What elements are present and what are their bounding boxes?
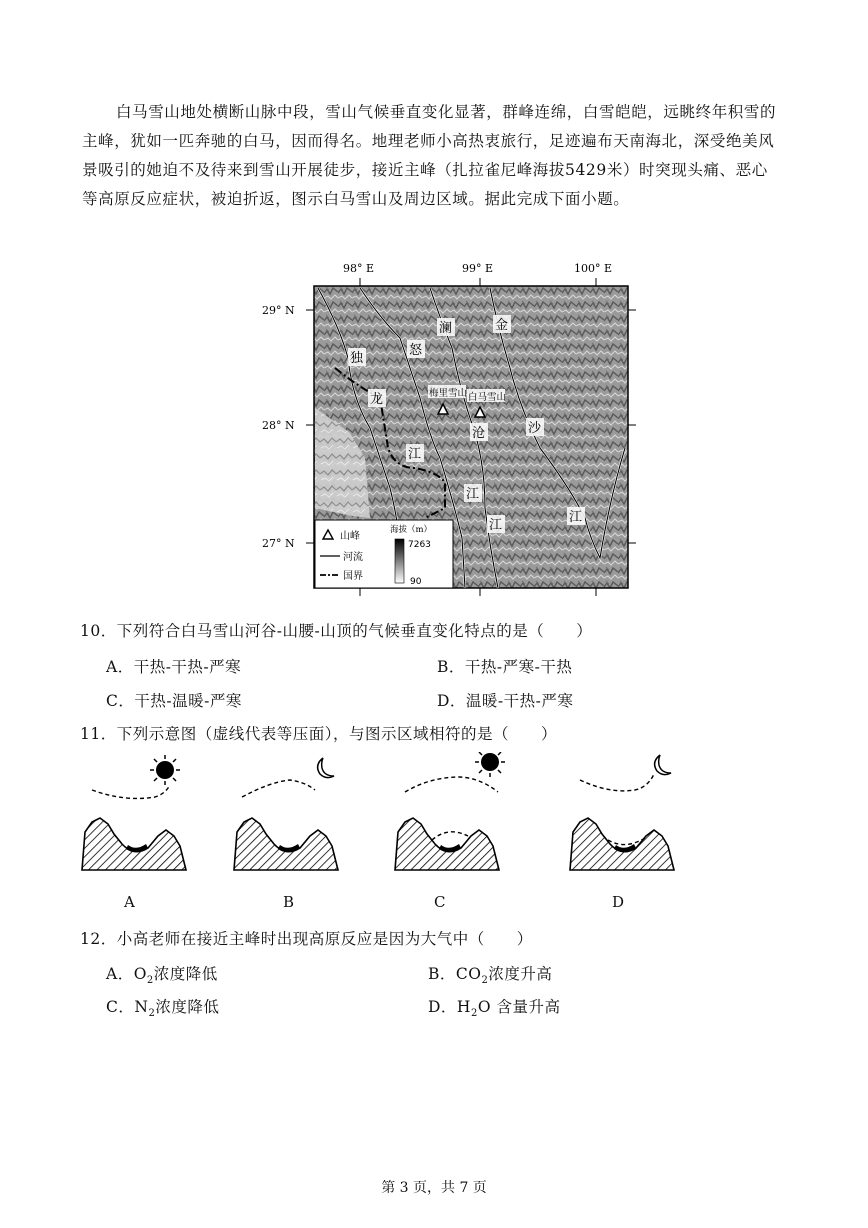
lon-label-98: 98° E xyxy=(343,262,375,275)
legend-river-label: 河流 xyxy=(343,552,363,563)
question-11-stem: 11．下列示意图（虚线代表等压面），与图示区域相符的是（ ） xyxy=(80,725,557,743)
label-jin: 金 xyxy=(495,318,509,333)
q12-c-sub: 2 xyxy=(148,1008,156,1020)
q12-option-b[interactable] xyxy=(428,962,552,986)
legend-elev-bar xyxy=(395,539,404,583)
moon-icon xyxy=(655,755,671,775)
q12-b-text-2: 浓度升高 xyxy=(488,965,553,983)
peak-label-baima: 白马雪山 xyxy=(468,392,507,403)
q12-d-text-2: O 含量升高 xyxy=(477,998,561,1016)
label-jiang-2: 江 xyxy=(466,487,480,502)
terrain-map xyxy=(240,258,640,603)
map-figure xyxy=(240,258,640,603)
legend-elev-max: 7263 xyxy=(408,540,431,550)
intro-paragraph: 白马雪山地处横断山脉中段，雪山气候垂直变化显著，群峰连绵，白雪皑皑，远眺终年积雪的主峰，犹如一匹奔驰的白马，因而得名。地理老师小高热衷旅行，足迹遍布天南海北，深受绝美风景吸引的她迫不及待来到雪山开展徒步，接近主峰（扎拉雀尼峰海拔5429米）时突现头痛、恶心等高原反应症状，被迫折返，图示白马雪山及周边区域。据此完成下面小题。 xyxy=(82,103,777,208)
q12-a-text-2: 浓度降低 xyxy=(153,965,218,983)
sun-icon xyxy=(150,755,180,785)
map-legend xyxy=(315,520,453,588)
q12-c-text-2: 浓度降低 xyxy=(155,998,220,1016)
lon-label-100: 100° E xyxy=(574,262,613,275)
q12-a-text: A．O xyxy=(106,965,147,983)
q12-option-c[interactable] xyxy=(106,995,219,1019)
legend-peak-label: 山峰 xyxy=(340,531,360,542)
q11-diagrams xyxy=(70,752,710,882)
q10-option-b[interactable]: B．干热-严寒-干热 xyxy=(437,658,573,676)
lat-label-28: 28° N xyxy=(262,419,295,432)
legend-border-label: 国界 xyxy=(343,571,363,582)
sun-icon xyxy=(475,752,505,777)
question-12-stem: 12．小高老师在接近主峰时出现高原反应是因为大气中（ ） xyxy=(80,930,533,948)
page-footer: 第 3 页，共 7 页 xyxy=(381,1180,487,1196)
q12-option-a[interactable] xyxy=(106,962,218,986)
label-jiang-3: 江 xyxy=(489,518,503,533)
q10-option-a[interactable]: A．干热-干热-严寒 xyxy=(106,658,242,676)
q12-d-text: D．H xyxy=(428,998,471,1016)
lat-label-27: 27° N xyxy=(262,537,295,550)
label-long: 龙 xyxy=(370,392,384,407)
lat-label-29: 29° N xyxy=(262,304,295,317)
legend-elev-title: 海拔（m） xyxy=(390,525,433,535)
label-lan: 澜 xyxy=(439,321,453,336)
q12-d-sub: 2 xyxy=(470,1008,478,1020)
diagram-a[interactable] xyxy=(82,755,186,870)
q12-c-text: C．N xyxy=(106,998,149,1016)
diagram-label-b: B xyxy=(283,893,295,911)
label-sha: 沙 xyxy=(528,421,542,436)
diagram-label-a: A xyxy=(124,893,135,911)
question-10-stem: 10．下列符合白马雪山河谷-山腰-山顶的气候垂直变化特点的是（ ） xyxy=(80,622,593,640)
q10-option-d[interactable]: D．温暖-干热-严寒 xyxy=(437,692,574,710)
label-jiang-1: 江 xyxy=(408,447,422,462)
q12-option-d[interactable] xyxy=(428,995,560,1019)
diagram-label-d: D xyxy=(612,893,625,911)
label-du: 独 xyxy=(350,351,364,366)
q12-a-sub: 2 xyxy=(146,975,154,987)
lon-label-99: 99° E xyxy=(462,262,494,275)
q12-b-text: B．CO xyxy=(428,965,482,983)
diagram-b[interactable] xyxy=(234,758,338,870)
label-cang: 沧 xyxy=(472,426,486,441)
legend-elev-min: 90 xyxy=(410,577,422,587)
q12-b-sub: 2 xyxy=(481,975,489,987)
moon-icon xyxy=(318,758,334,778)
q10-option-c[interactable]: C．干热-温暖-严寒 xyxy=(106,692,242,710)
diagram-c[interactable] xyxy=(395,752,505,870)
label-jiang-4: 江 xyxy=(569,510,583,525)
peak-label-meili: 梅里雪山 xyxy=(429,388,468,399)
diagram-label-c: C xyxy=(434,893,446,911)
diagram-d[interactable] xyxy=(570,755,674,870)
label-nu: 怒 xyxy=(409,343,423,358)
